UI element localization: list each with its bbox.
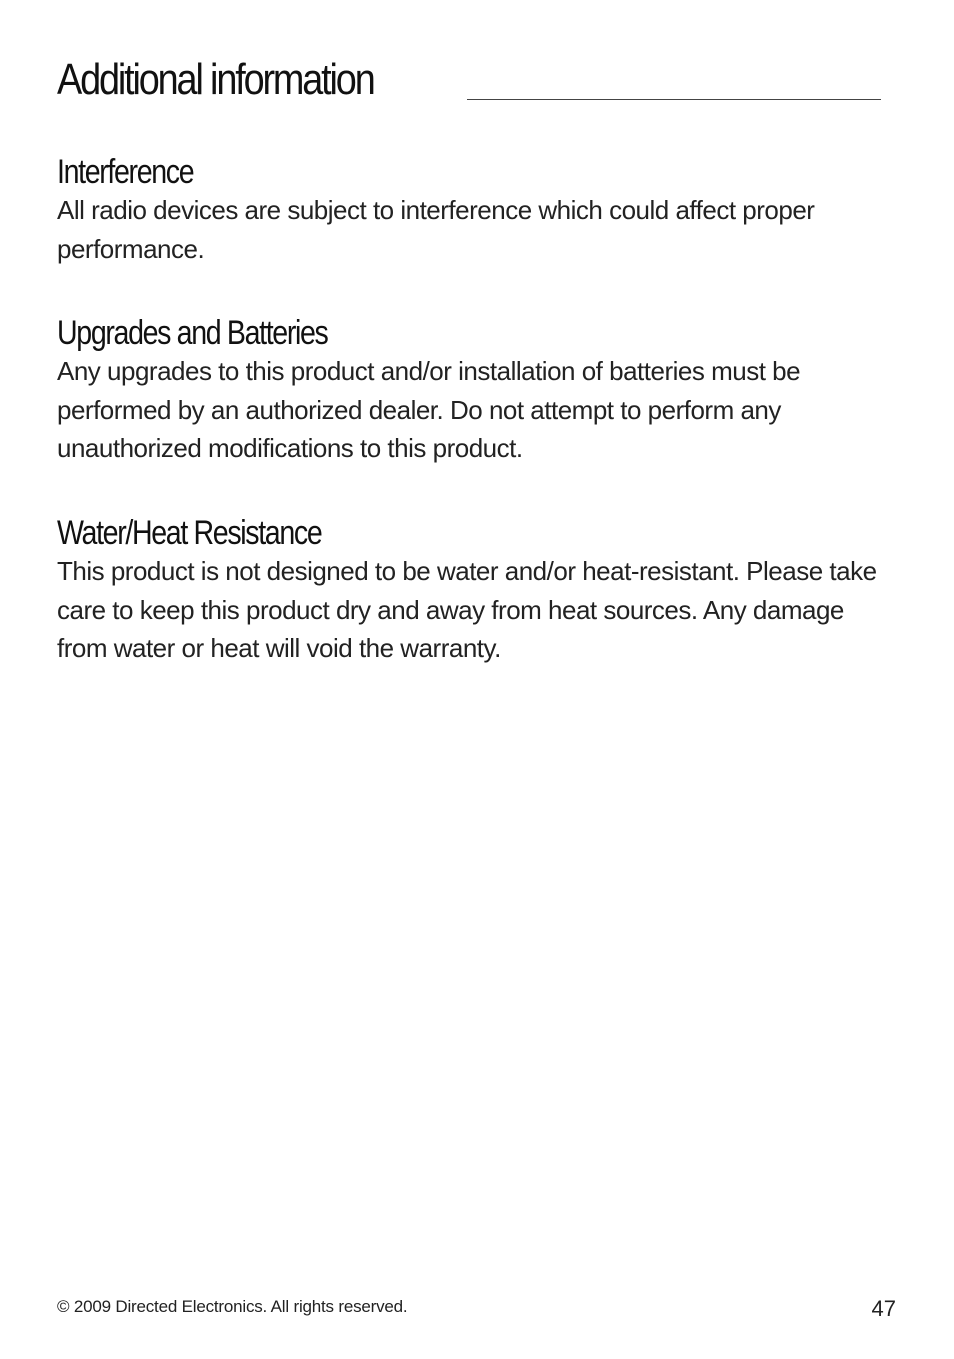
section-upgrades-and-batteries xyxy=(57,314,887,468)
section-water-heat-resistance xyxy=(57,514,887,668)
page-header xyxy=(57,52,881,102)
section-heading: Water/Heat Resistance xyxy=(57,514,322,552)
section-interference xyxy=(57,153,887,268)
page-number: 47 xyxy=(871,1296,896,1321)
section-heading: Interference xyxy=(57,153,194,191)
page-title: Additional information xyxy=(57,55,374,104)
section-body: Any upgrades to this product and/or installation of batteries must be performed by an authorized dealer. Do not attempt to perform any unauthorized modifications to this product. xyxy=(57,356,801,463)
title-divider xyxy=(467,99,881,100)
section-heading: Upgrades and Batteries xyxy=(57,314,328,352)
section-body: All radio devices are subject to interference which could affect proper performance. xyxy=(57,195,815,264)
footer-copyright: © 2009 Directed Electronics. All rights reserved. xyxy=(57,1297,408,1316)
section-body: This product is not designed to be water and/or heat-resistant. Please take care to keep this product dry and away from heat sources. Any damage from water or heat will void the warranty. xyxy=(57,556,877,663)
